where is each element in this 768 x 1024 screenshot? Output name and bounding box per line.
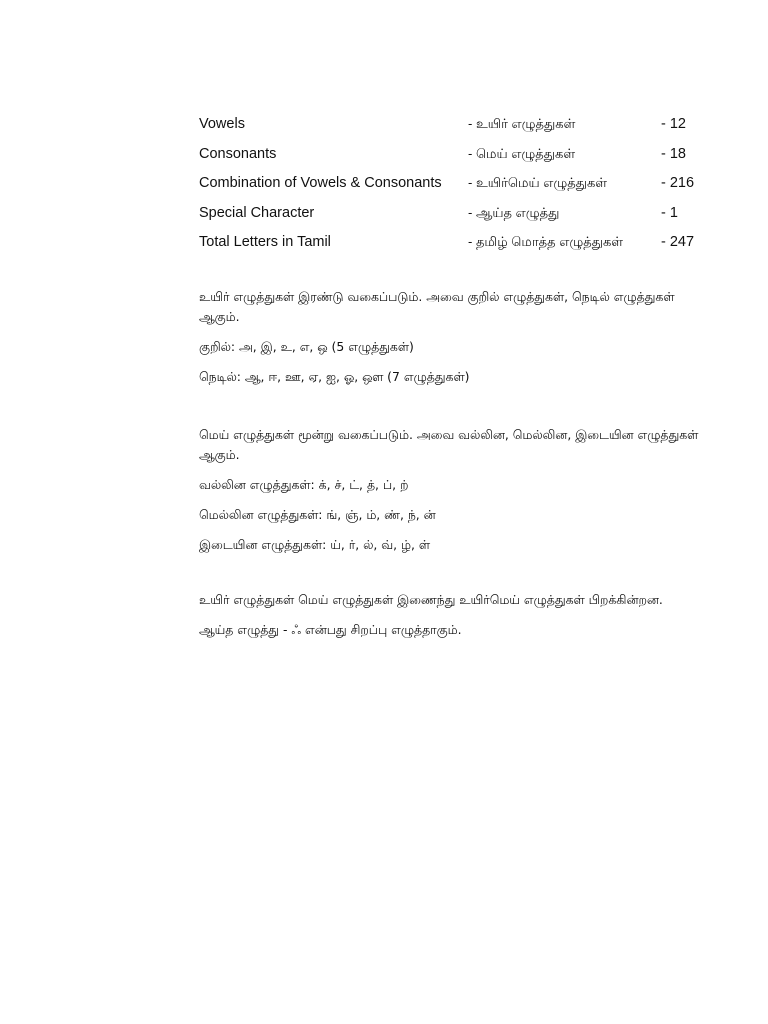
- tamil-label: - மெய் எழுத்துகள்: [468, 145, 576, 161]
- summary-row-combination: [199, 172, 719, 202]
- letter-count-summary: [199, 113, 719, 261]
- english-label: Total Letters in Tamil: [199, 234, 331, 250]
- vowel-intro-paragraph: உயிர் எழுத்துகள் இரண்டு வகைப்படும். அவை குறில் எழுத்துகள், நெடில் எழுத்துகள் ஆகும்.: [199, 289, 675, 324]
- english-label: Special Character: [199, 204, 315, 221]
- consonant-intro-paragraph: மெய் எழுத்துகள் மூன்று வகைப்படும். அவை வல்லின, மெல்லின, இடையின எழுத்துகள் ஆகும்.: [199, 427, 699, 462]
- letter-count: - 216: [661, 175, 695, 191]
- summary-row-consonants: [199, 143, 719, 173]
- summary-row-special: [199, 202, 719, 232]
- soft-consonants-line: மெல்லின எழுத்துகள்: ங், ஞ், ம், ண், ந், ன்: [199, 507, 436, 522]
- tamil-label: - தமிழ் மொத்த எழுத்துகள்: [468, 234, 624, 249]
- tamil-label: - உயிர்மெய் எழுத்துகள்: [468, 175, 608, 190]
- letter-count: - 247: [661, 234, 695, 250]
- summary-row-vowels: [199, 113, 719, 143]
- long-vowels-line: நெடில்: ஆ, ஈ, ஊ, ஏ, ஐ, ஓ, ஔ (7 எழுத்துகள்): [199, 369, 470, 384]
- english-label: Combination of Vowels & Consonants: [199, 175, 442, 191]
- hard-consonants-line: வல்லின எழுத்துகள்: க், ச், ட், த், ப், ற்: [199, 477, 409, 492]
- english-label: Vowels: [199, 116, 245, 132]
- vowel-types-section: [199, 287, 699, 397]
- combination-section: [199, 590, 699, 650]
- medium-consonants-line: இடையின எழுத்துகள்: ய், ர், ல், வ், ழ், ள்: [199, 537, 431, 552]
- letter-count: - 12: [661, 116, 686, 132]
- letter-count: - 18: [661, 145, 686, 162]
- letter-count: - 1: [661, 204, 678, 221]
- english-label: Consonants: [199, 145, 277, 162]
- combination-paragraph: உயிர் எழுத்துகள் மெய் எழுத்துகள் இணைந்து உயிர்மெய் எழுத்துகள் பிறக்கின்றன.: [199, 592, 663, 607]
- tamil-label: - ஆய்த எழுத்து: [468, 204, 560, 220]
- short-vowels-line: குறில்: அ, இ, உ, எ, ஒ (5 எழுத்துகள்): [199, 339, 414, 354]
- summary-row-total: [199, 231, 719, 261]
- tamil-label: - உயிர் எழுத்துகள்: [468, 116, 576, 131]
- consonant-types-section: [199, 425, 699, 565]
- special-character-line: ஆய்த எழுத்து - ஃ என்பது சிறப்பு எழுத்தாகும்.: [199, 622, 462, 637]
